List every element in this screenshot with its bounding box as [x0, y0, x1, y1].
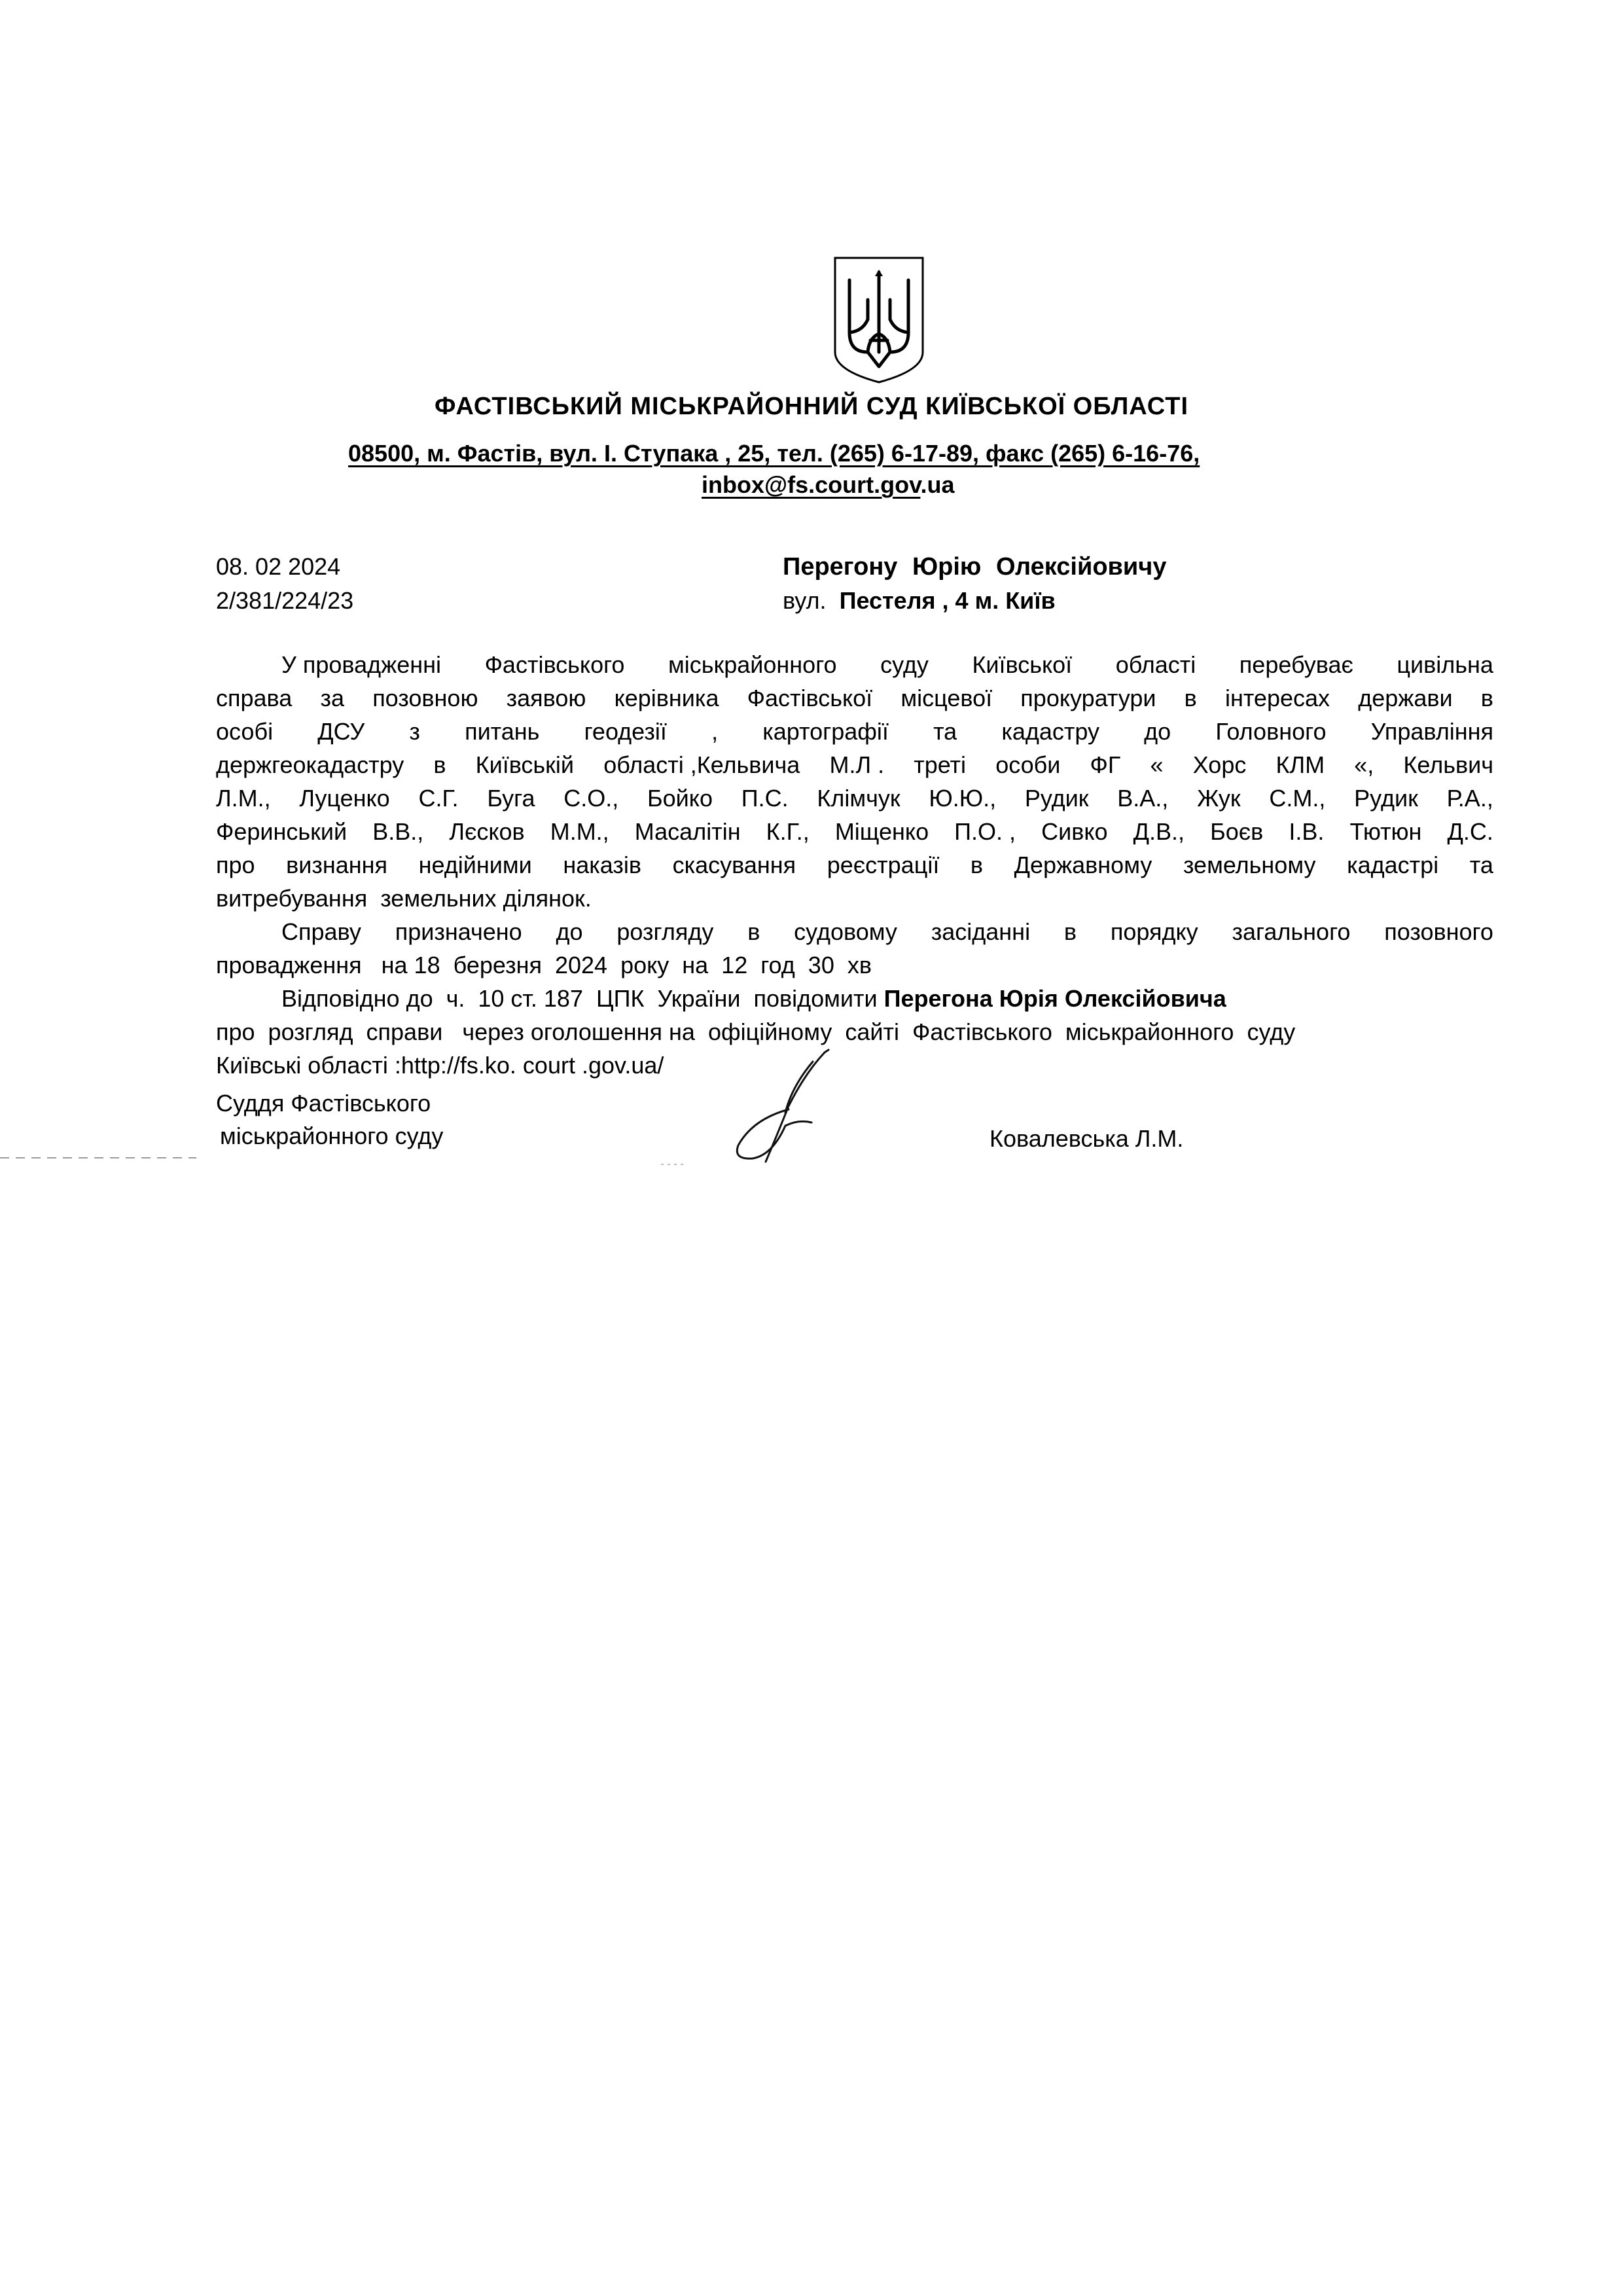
word: призначено [395, 918, 522, 945]
word: області ,Кельвича [603, 751, 800, 778]
paragraph-1-line-3 [216, 715, 1493, 748]
word: «, [1354, 751, 1374, 778]
word: визнання [286, 852, 388, 878]
p3-recipient-bold: Перегона Юрія Олексійовича [883, 985, 1226, 1012]
word: кадастру [1001, 718, 1100, 745]
paragraph-2 [216, 915, 1493, 982]
word: недійними [418, 852, 532, 878]
word: Клімчук [817, 785, 901, 812]
word: Тютюн [1349, 818, 1422, 845]
judge-title-line-1: Суддя Фастівського [216, 1090, 431, 1117]
paragraph-2-line-1 [216, 915, 1493, 948]
word: Жук [1197, 785, 1241, 812]
word: Кельвич [1403, 751, 1493, 778]
word: Феринський [216, 818, 348, 845]
word: місцевої [901, 685, 993, 711]
word: порядку [1110, 918, 1198, 945]
word: КЛМ [1275, 751, 1325, 778]
paragraph-1-line-2 [216, 681, 1493, 715]
paragraph-1-line-6 [216, 815, 1493, 848]
word: Р.А., [1446, 785, 1493, 812]
word: та [1469, 852, 1493, 878]
document-number: 2/381/224/23 [216, 587, 354, 614]
word: У провадженні [281, 651, 442, 678]
word: земельному [1183, 852, 1316, 878]
word: про [216, 852, 255, 878]
word: в [747, 918, 760, 945]
word: М.М., [550, 818, 609, 845]
word: питань [465, 718, 540, 745]
word: С.Г. [418, 785, 459, 812]
word: Сивко [1041, 818, 1108, 845]
word: особі [216, 718, 274, 745]
word: П.О. , [954, 818, 1016, 845]
judge-name: Ковалевська Л.М. [990, 1125, 1184, 1152]
word: та [933, 718, 957, 745]
word: Д.В., [1133, 818, 1185, 845]
word: Боєв [1210, 818, 1264, 845]
word: позовною [372, 685, 478, 711]
word: розгляду [616, 918, 714, 945]
coat-of-arms-icon [830, 254, 928, 385]
court-email-suffix: .ua [920, 471, 955, 498]
word: Державному [1014, 852, 1152, 878]
word: справа [216, 685, 293, 711]
word: Лєсков [449, 818, 525, 845]
word: в [1480, 685, 1493, 711]
word: « [1150, 751, 1164, 778]
word: кадастрі [1347, 852, 1439, 878]
word: Рудик [1354, 785, 1418, 812]
word: в [970, 852, 984, 878]
word: треті [914, 751, 967, 778]
word: загального [1232, 918, 1351, 945]
letter-body [216, 648, 1493, 1082]
word: міськрайонного [668, 651, 837, 678]
word: Справу [281, 918, 361, 945]
word: Хорс [1192, 751, 1247, 778]
word: цивільна [1397, 651, 1493, 678]
p3-prefix: Відповідно до ч. 10 ст. 187 ЦПК України повідомити [281, 985, 884, 1012]
paragraph-1-line-1 [216, 648, 1493, 681]
word: в [1184, 685, 1197, 711]
word: Фастівського [484, 651, 625, 678]
paragraph-1-line-4 [216, 748, 1493, 781]
word: заявою [506, 685, 586, 711]
paragraph-3-line-3: Київські області :http://fs.ko. court .gov.ua/ [216, 1052, 664, 1079]
paragraph-1 [216, 648, 1493, 915]
paragraph-1-line-8: витребування земельних ділянок. [216, 885, 592, 912]
paragraph-1-line-7 [216, 848, 1493, 882]
word: С.О., [563, 785, 619, 812]
court-email-link[interactable]: inbox@fs.court.gov [702, 471, 921, 498]
word: Міщенко [834, 818, 929, 845]
word: особи [995, 751, 1061, 778]
word: Київської [972, 651, 1073, 678]
word: В.А., [1117, 785, 1169, 812]
word: скасування [672, 852, 796, 878]
word: ФГ [1090, 751, 1121, 778]
paragraph-1-line-5 [216, 781, 1493, 815]
word: Буга [487, 785, 535, 812]
word: держави [1358, 685, 1453, 711]
word: ДСУ [317, 718, 365, 745]
recipient-address-prefix: вул. [783, 587, 827, 614]
word: І.В. [1289, 818, 1325, 845]
word: Бойко [647, 785, 713, 812]
word: Д.С. [1447, 818, 1493, 845]
recipient-address [783, 586, 1056, 615]
word: області [1115, 651, 1196, 678]
word: П.С. [741, 785, 789, 812]
word: держгеокадастру [216, 751, 404, 778]
word: позовного [1384, 918, 1493, 945]
paragraph-3-line-1 [216, 982, 1493, 1015]
court-name: ФАСТІВСЬКИЙ МІСЬКРАЙОННИЙ СУД КИЇВСЬКОЇ ОБЛАСТІ [434, 393, 1189, 420]
paragraph-2-line-2: провадження на 18 березня 2024 року на 12 год 30 хв [216, 952, 872, 978]
word: Ю.Ю., [929, 785, 997, 812]
scan-artifact [661, 1164, 687, 1165]
word: в [433, 751, 446, 778]
word: В.В., [372, 818, 424, 845]
word: керівника [614, 685, 719, 711]
word: з [409, 718, 420, 745]
word: Рудик [1024, 785, 1089, 812]
word: суду [880, 651, 929, 678]
word: Л.М., [216, 785, 271, 812]
word: за [320, 685, 344, 711]
word: Фастівської [747, 685, 873, 711]
word: М.Л . [829, 751, 885, 778]
word: реєстрації [827, 852, 940, 878]
word: в [1063, 918, 1077, 945]
word: до [556, 918, 583, 945]
word: геодезії [584, 718, 667, 745]
scan-artifact [0, 1157, 196, 1158]
recipient-address-main: Пестеля , 4 м. Київ [839, 587, 1056, 614]
word: Київській [475, 751, 575, 778]
court-address: 08500, м. Фастів, вул. І. Ступака , 25, тел. (265) 6-17-89, факс (265) 6-16-76, [348, 440, 1200, 467]
word: С.М., [1269, 785, 1326, 812]
word: картографії [762, 718, 889, 745]
word: К.Г., [766, 818, 810, 845]
word: прокуратури [1020, 685, 1156, 711]
court-email [702, 471, 954, 499]
document-date: 08. 02 2024 [216, 553, 341, 580]
word: до [1144, 718, 1171, 745]
word: засіданні [931, 918, 1031, 945]
word: наказів [563, 852, 642, 878]
paragraph-3 [216, 982, 1493, 1082]
word: , [711, 718, 719, 745]
word: судовому [794, 918, 897, 945]
handwritten-signature [726, 1047, 838, 1165]
judge-title-line-2: міськрайонного суду [220, 1122, 444, 1149]
word: Управління [1370, 718, 1493, 745]
word: перебуває [1239, 651, 1353, 678]
word: Головного [1215, 718, 1327, 745]
word: Луценко [299, 785, 390, 812]
paragraph-3-line-2: про розгляд справи через оголошення на офіційному сайті Фастівського міськрайонного суду [216, 1018, 1296, 1045]
word: Масалітін [634, 818, 741, 845]
recipient-name: Перегону Юрію Олексійовичу [783, 553, 1167, 581]
word: інтересах [1224, 685, 1330, 711]
